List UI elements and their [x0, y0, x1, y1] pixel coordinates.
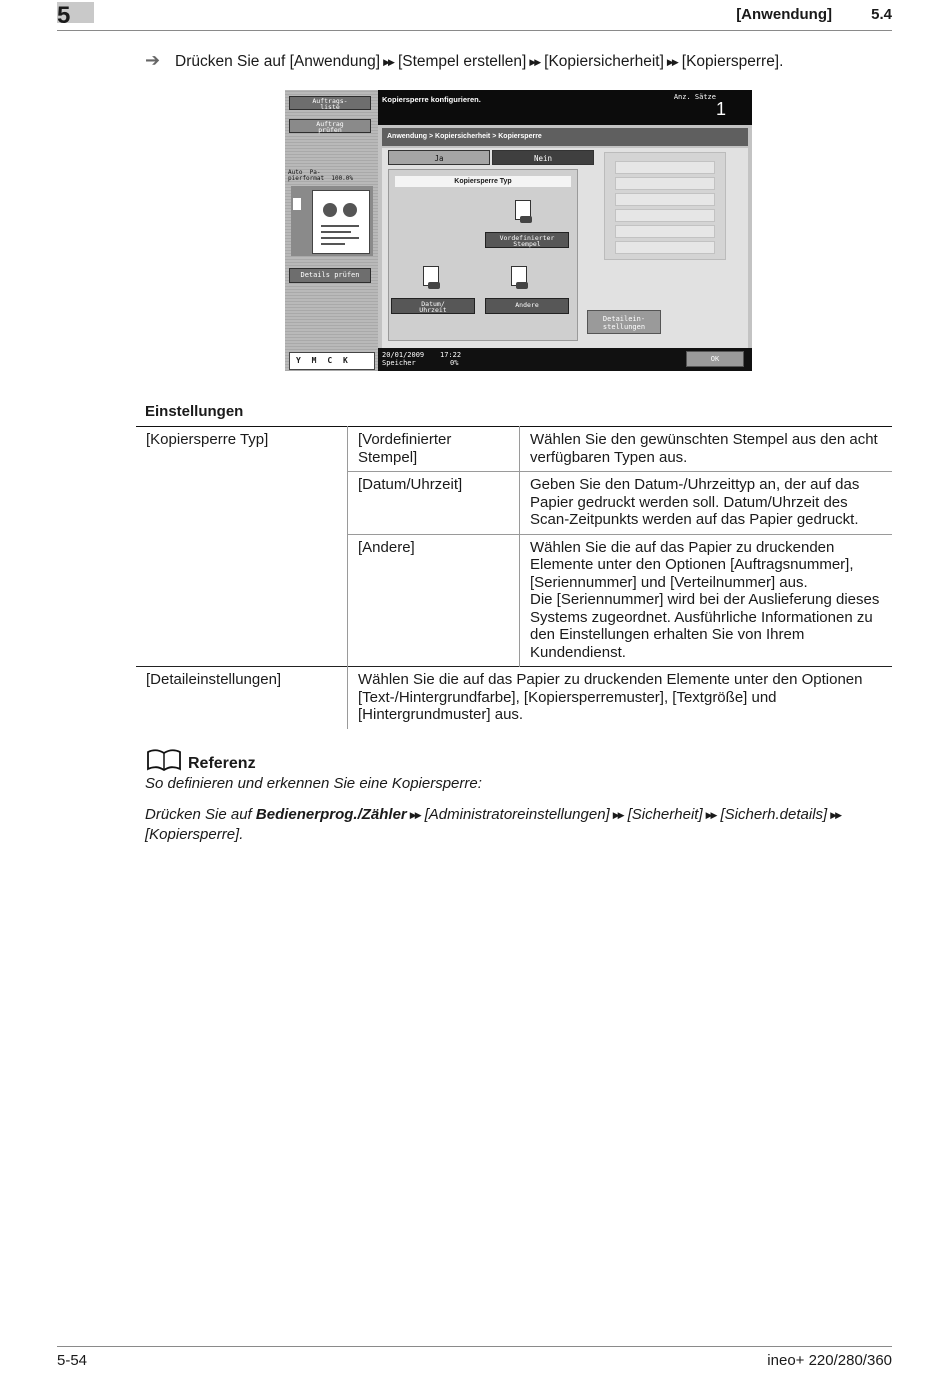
reference-path-bold: Bedienerprog./Zähler: [255, 806, 407, 823]
toner-c: C: [327, 356, 333, 365]
toner-m: M: [311, 356, 317, 365]
job-list-button[interactable]: Auftrags- liste: [289, 96, 371, 110]
setting-description: Wählen Sie den gewünschten Stempel aus den acht verfügbaren Typen aus.: [520, 427, 893, 472]
section-number: 5.4: [871, 6, 892, 23]
toner-levels: [289, 352, 375, 370]
reference-path-step: [Sicherheit]: [627, 806, 703, 823]
double-arrow-icon: ▶▶: [409, 810, 420, 820]
setting-description: Geben Sie den Datum-/Uhrzeittyp an, der auf das Papier gedruckt werden soll. Datum/Uhrzeit des Scan-Zeitpunkts werden auf das Papier gedruckt.: [520, 472, 893, 535]
ok-button[interactable]: OK: [686, 351, 744, 367]
reference-title: Referenz: [188, 755, 256, 772]
device-breadcrumb: Anwendung > Kopiersicherheit > Kopiersperre: [382, 128, 748, 146]
preview-page-icon: [293, 198, 301, 210]
instruction-step: [Kopiersperre].: [681, 53, 784, 70]
date-doc-icon: [423, 266, 439, 286]
page-footer: [57, 1346, 892, 1369]
setting-description-cell: [520, 534, 893, 667]
setting-description: Wählen Sie die auf das Papier zu druckenden Elemente unter den Optionen [Auftragsnummer], [Seriennummer] und [Verteilnummer] aus.: [530, 538, 854, 591]
screen-title: Kopiersperre konfigurieren.: [382, 95, 481, 104]
settings-heading: Einstellungen: [145, 403, 244, 420]
instruction-line: [145, 50, 783, 71]
reference-path-step: [Kopiersperre].: [145, 826, 244, 843]
memory-label: Speicher: [382, 359, 416, 367]
setting-name: [Kopiersperre Typ]: [146, 431, 269, 448]
reference-path-step: [Administratoreinstellungen]: [424, 806, 610, 823]
device-screenshot: [285, 90, 752, 371]
stamp-doc-icon: [515, 200, 531, 220]
device-status-bar: [378, 348, 752, 371]
page-header: [57, 2, 892, 31]
status-date-memory: [382, 351, 424, 367]
group-title: Kopiersperre Typ: [395, 176, 571, 187]
other-doc-icon: [511, 266, 527, 286]
copy-guard-type-group: [388, 169, 578, 341]
device-title-bar: [378, 90, 752, 125]
status-date: 20/01/2009: [382, 351, 425, 359]
memory-value: 0%: [450, 359, 459, 367]
chapter-title: [Anwendung]: [736, 6, 832, 23]
device-sidebar: [285, 90, 378, 371]
copies-value: 1: [715, 99, 726, 119]
other-button[interactable]: Andere: [485, 298, 569, 314]
status-time: 17:22: [440, 351, 462, 359]
setting-option: [Vordefinierter Stempel]: [348, 427, 520, 472]
instruction-step: [Stempel erstellen]: [397, 53, 527, 70]
device-main-panel: [378, 90, 752, 371]
setting-description: Wählen Sie die auf das Papier zu druckenden Elemente unter den Optionen [Text-/Hintergrundfarbe], [Kopiersperremuster], [Textgröße] und [Hintergrundmuster] aus.: [348, 667, 893, 729]
paper-info: Auto Pa- pierformat 100.0%: [288, 169, 354, 182]
table-row: [136, 427, 892, 472]
model-name: ineo+ 220/280/360: [767, 1352, 892, 1369]
yes-button[interactable]: Ja: [388, 150, 490, 165]
status-time-memory: [440, 351, 461, 367]
double-arrow-icon: ▶▶: [612, 810, 623, 820]
predefined-stamp-button[interactable]: Vordefinierter Stempel: [485, 232, 569, 248]
double-arrow-icon: ▶▶: [830, 810, 841, 820]
double-arrow-icon: ▶▶: [383, 57, 393, 67]
setting-option: [Andere]: [348, 534, 520, 667]
details-check-button[interactable]: Details prüfen: [289, 268, 371, 283]
reference-intro: So definieren und erkennen Sie eine Kopiersperre:: [145, 775, 482, 792]
table-row: [136, 667, 892, 729]
double-arrow-icon: ▶▶: [529, 57, 540, 67]
toner-y: Y: [296, 356, 301, 365]
page-number: 5-54: [57, 1352, 88, 1369]
double-arrow-icon: ▶▶: [705, 810, 716, 820]
instruction-step: [Anwendung]: [289, 53, 381, 70]
copies-label: Anz. Sätze: [673, 93, 716, 101]
setting-description-note: Die [Seriennummer] wird bei der Auslieferung dieses Systems zugeordnet. Ausführliche Informationen zu den Einstellungen erhalten Sie von Ihrem Kundendienst.: [530, 591, 880, 661]
reference-path-step: [Sicherh.details]: [720, 806, 828, 823]
book-icon: [146, 748, 182, 772]
settings-table: [136, 426, 892, 729]
no-button[interactable]: Nein: [492, 150, 594, 165]
arrow-right-icon: ➔: [145, 50, 161, 70]
preview-paper: [312, 190, 370, 254]
chapter-number: 5: [57, 2, 71, 29]
check-job-button[interactable]: Auftrag prüfen: [289, 119, 371, 133]
reference-path-prefix: Drücken Sie auf: [145, 806, 252, 823]
toner-k: K: [342, 356, 348, 365]
settings-list: [604, 152, 726, 260]
setting-name: [Detaileinstellungen]: [146, 671, 282, 688]
setting-option: [Datum/Uhrzeit]: [348, 472, 520, 535]
device-content: [382, 148, 748, 348]
double-arrow-icon: ▶▶: [666, 57, 677, 67]
copy-preview: [291, 186, 373, 256]
reference-path: [145, 805, 895, 844]
detail-settings-button[interactable]: Detailein- stellungen: [587, 310, 661, 334]
instruction-prefix: Drücken Sie auf: [175, 53, 286, 70]
instruction-step: [Kopiersicherheit]: [544, 53, 664, 70]
date-time-button[interactable]: Datum/ Uhrzeit: [391, 298, 475, 314]
